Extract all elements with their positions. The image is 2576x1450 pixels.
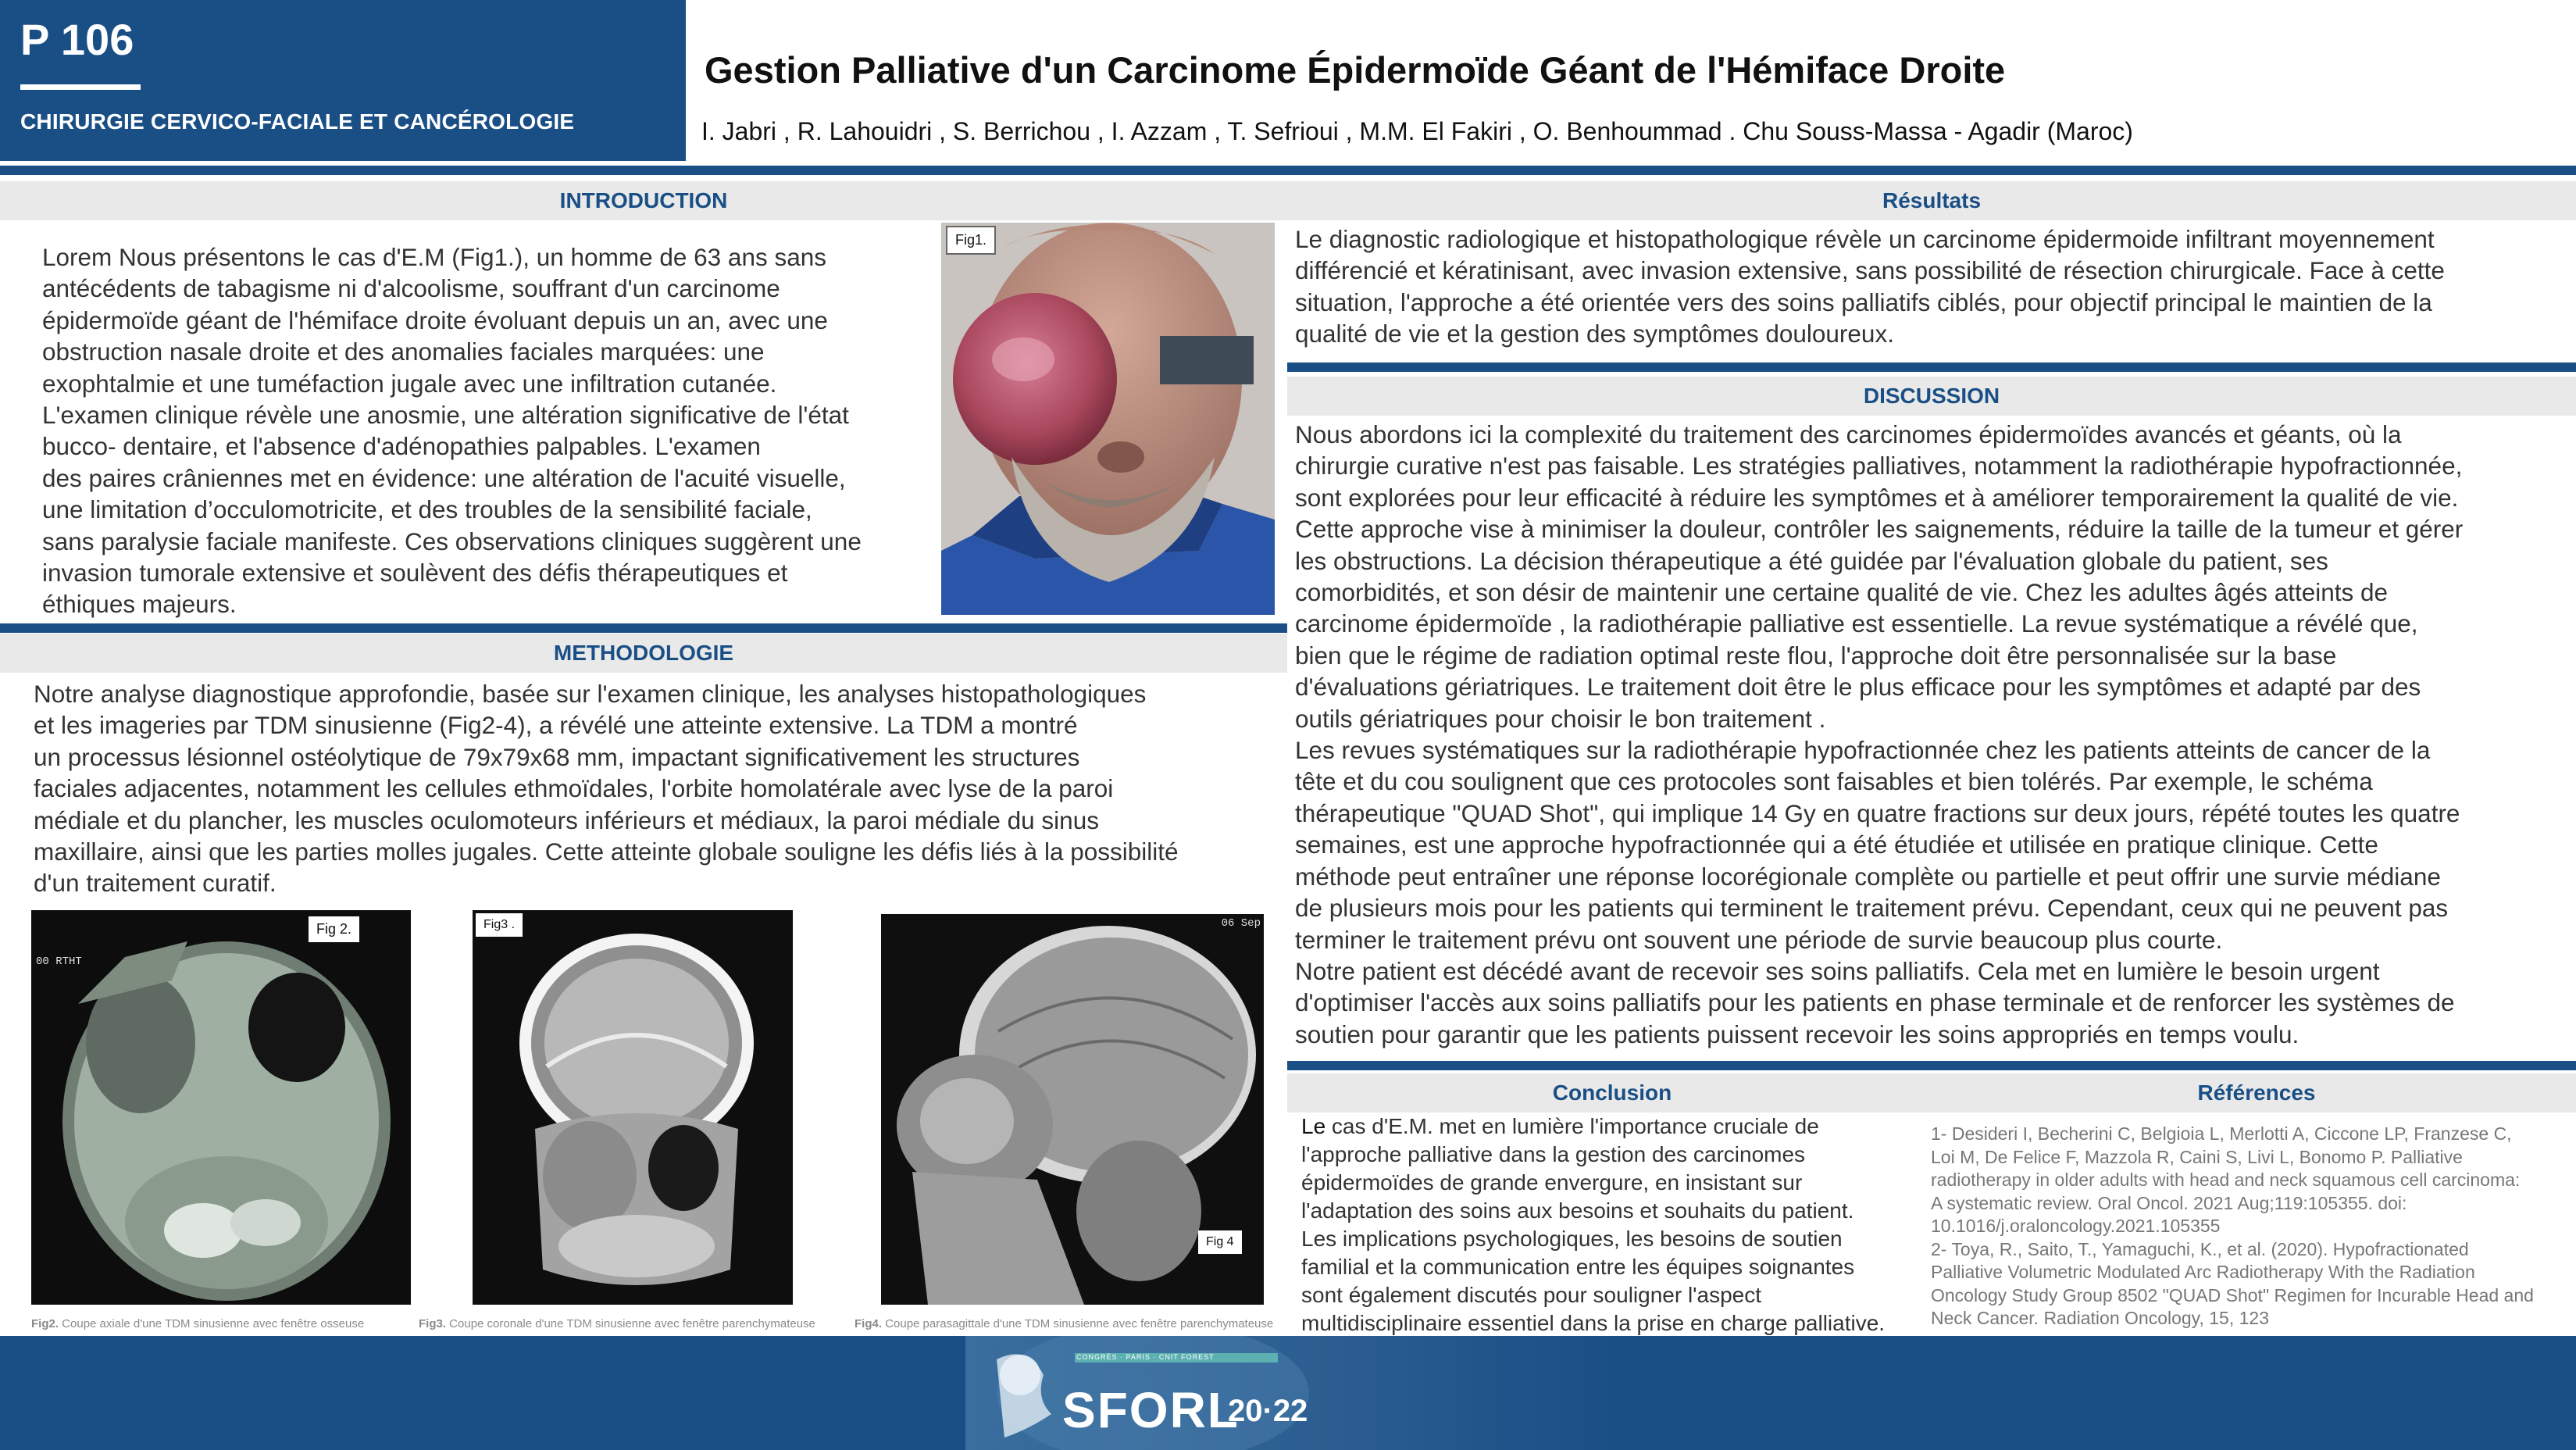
text-line: épidermoïdes de grande envergure, en insistant sur [1301,1170,1803,1195]
text-line: un processus lésionnel ostéolytique de 79x79x68 mm, impactant significativement les structures [34,742,1080,771]
caption-text: Coupe axiale d'une TDM sinusienne avec fenêtre osseuse [59,1317,365,1330]
text-line: sont explorées pour leur efficacité à réduire les symptômes et à améliorer temporairement la qualité de vie. [1295,483,2459,512]
congress-dates: 20·22 [1228,1394,1308,1428]
ct-parasagittal-scan [881,914,1264,1305]
text-line: l'adaptation des soins aux besoins et souhaits du patient. [1301,1198,1854,1223]
text-line: médiale et du plancher, les muscles oculomoteurs inférieurs et médiaux, la paroi médiale du sinus [34,805,1099,834]
ct-coronal-scan [473,910,793,1305]
text-line: qualité de vie et la gestion des symptômes douloureux. [1295,320,1894,348]
ct-coronal-illustration [473,910,793,1305]
text-line: faciales adjacentes, notamment les cellules ethmoïdales, l'orbite homolatérale avec lyse de la paroi [34,774,1114,803]
text-line: méthode peut entraîner une réponse locorégionale complète ou partielle et peut offrir une survie médiane [1295,862,2441,891]
text-line: les obstructions. La décision thérapeutique a été guidée par l'évaluation globale du patient, ses [1295,546,2328,575]
text-line: des paires crâniennes met en évidence: une altération de l'acuité visuelle, [42,463,846,492]
text-line: L'examen clinique révèle une anosmie, une altération significative de l'état [42,401,849,430]
conclusion-text [1301,1112,1926,1338]
references-text [1931,1123,2565,1330]
reference-line: radiotherapy in older adults with head and neck squamous cell carcinoma: [1931,1170,2521,1190]
text-line: situation, l'approche a été orientée vers des soins palliatifs ciblés, pour objectif principal le maintien de la [1295,288,2432,316]
congress-tagline: CONGRÈS · PARIS · CNIT FOREST [1076,1353,1215,1361]
figure-label: Fig 2. [309,916,359,942]
text-line: Lorem Nous présentons le cas d'E.M (Fig1.), un homme de 63 ans sans [42,243,827,271]
figure-label: Fig 4 [1198,1230,1242,1254]
ct-axial-illustration [31,910,411,1305]
text-line: terminer le traitement prévu ont souvent une période de survie beaucoup plus courte. [1295,925,2223,954]
caption-label: Fig4. [855,1317,883,1330]
text-line: Notre patient est décédé avant de recevoir ses soins palliatifs. Cela met en lumière le besoin urgent [1295,956,2380,985]
reference-line: Palliative Volumetric Modulated Arc Radiotherapy With the Radiation [1931,1262,2475,1282]
section-divider [1287,1061,2576,1070]
discussion-heading: DISCUSSION [1287,377,2576,416]
text-line: d'optimiser l'accès aux soins palliatifs pour les patients en phase terminale et de renforcer les systèmes de [1295,988,2455,1017]
code-underline [20,84,141,90]
text-line: soutien pour garantir que les patients puissent recevoir les soins appropriés en temps voulu. [1295,1020,2299,1048]
poster-code: P 106 [20,15,134,64]
patient-photo [941,223,1275,615]
text-line: bucco- dentaire, et l'absence d'adénopathies palpables. L'examen [42,432,761,461]
text-line: l'approche palliative dans la gestion des carcinomes [1301,1142,1806,1166]
ct-overlay-text: 06 Sep [1221,917,1261,930]
caption-text: Coupe parasagittale d'une TDM sinusienne avec fenêtre parenchymateuse [882,1317,1274,1330]
text-line: tête et du cou soulignent que ces protocoles sont faisables et bien tolérés. Par exemple, le schéma [1295,767,2373,796]
text-line: et les imageries par TDM sinusienne (Fig2-4), a révélé une atteinte extensive. La TDM a montré [34,711,1078,740]
text-line: Notre analyse diagnostique approfondie, basée sur l'examen clinique, les analyses histopathologiques [34,680,1147,708]
introduction-heading: INTRODUCTION [0,181,1287,220]
caption-label: Fig3. [419,1317,447,1330]
figure-label: Fig3 . [476,913,523,937]
introduction-text [42,241,934,620]
caption-label: Fig2. [31,1317,59,1330]
text-line: Les implications psychologiques, les besoins de soutien [1301,1227,1843,1251]
text-line: Le diagnostic radiologique et histopathologique révèle un carcinome épidermoide infiltrant moyennement [1295,225,2435,253]
sforl-logo-text: SFORL [1062,1382,1240,1438]
text-line: différencié et kératinisant, avec invasion extensive, sans possibilité de résection chirurgicale. Face à cette [1295,256,2445,285]
figure-caption [855,1317,1273,1330]
text-line: maxillaire, ainsi que les parties molles jugales. Cette atteinte globale souligne les défis liés à la possibilité [34,838,1179,866]
caption-text: Coupe coronale d'une TDM sinusienne avec fenêtre parenchymateuse [446,1317,815,1330]
text-line: multidisciplinaire essentiel dans la prise en charge palliative. [1301,1311,1886,1335]
text-line: d'un traitement curatif. [34,869,277,898]
methodologie-text [34,678,1283,899]
text-line: sont également discutés pour souligner l'aspect [1301,1283,1762,1307]
header-divider [0,166,2576,175]
reference-line: Loi M, De Felice F, Mazzola R, Caini S, Livi L, Bonomo P. Palliative [1931,1146,2463,1167]
section-divider [0,623,1287,633]
text-line: exophtalmie et une tuméfaction jugale avec une infiltration cutanée. [42,369,777,398]
text-line: obstruction nasale droite et des anomalies faciales marquées: une [42,338,765,366]
text-line: une limitation d’occulomotricite, et des troubles de la sensibilité faciale, [42,495,812,524]
text-line: outils gériatriques pour choisir le bon traitement . [1295,704,1826,733]
figure-label: Fig1. [946,226,996,255]
text-line: sans paralysie faciale manifeste. Ces observations cliniques suggèrent une [42,527,862,555]
conclusion-heading: Conclusion [1287,1073,1937,1112]
poster-title: Gestion Palliative d'un Carcinome Épidermoïde Géant de l'Hémiface Droite [705,49,2006,91]
reference-line: 10.1016/j.oraloncology.2021.105355 [1931,1216,2221,1236]
text-line: Cette approche vise à minimiser la douleur, contrôler les saignements, réduire la taille de la tumeur et gérer [1295,515,2464,544]
text-line: Le cas d'E.M. met en lumière l'importance cruciale de [1301,1114,1819,1138]
reference-line: 1- Desideri I, Becherini C, Belgioia L, Merlotti A, Ciccone LP, Franzese C, [1931,1123,2512,1144]
text-line: Les revues systématiques sur la radiothérapie hypofractionnée chez les patients atteints de cancer de la [1295,736,2431,765]
reference-line: A systematic review. Oral Oncol. 2021 Aug;119:105355. doi: [1931,1192,2407,1213]
text-line: éthiques majeurs. [42,590,237,619]
ct-overlay-text: 00 RTHT [36,955,82,968]
congress-logo [965,1336,1614,1450]
text-line: de plusieurs mois pour les patients qui terminent le traitement prévu. Cependant, ceux qui ne peuvent pas [1295,894,2449,923]
text-line: thérapeutique "QUAD Shot", qui implique 14 Gy en quatre fractions sur deux jours, répété toutes les quatre [1295,798,2460,827]
authors-line: I. Jabri , R. Lahouidri , S. Berrichou , I. Azzam , T. Sefrioui , M.M. El Fakiri , O. Benhoummad . Chu Souss-Massa - Agadir (Maroc) [701,117,2133,145]
text-line: carcinome épidermoïde , la radiothérapie palliative est essentielle. La revue systématique a révélé que, [1295,609,2418,638]
resultats-text [1295,223,2555,350]
figure-caption [419,1317,815,1330]
text-line: Nous abordons ici la complexité du traitement des carcinomes épidermoïdes avancés et géants, où la [1295,420,2402,448]
ct-axial-scan [31,910,411,1305]
text-line: familial et la communication entre les équipes soignantes [1301,1255,1855,1279]
text-line: comorbidités, et son désir de maintenir une certaine qualité de vie. Chez les adultes âgés atteints de [1295,578,2389,607]
text-line: chirurgie curative n'est pas faisable. Les stratégies palliatives, notamment la radiothérapie hypofractionnée, [1295,452,2463,480]
text-line: antécédents de tabagisme ni d'alcoolisme, souffrant d'un carcinome [42,274,780,303]
department-label: CHIRURGIE CERVICO-FACIALE ET CANCÉROLOGIE [20,109,575,134]
text-line: d'évaluations gériatriques. Le traitement doit être le plus efficace pour les symptômes et adapté par des [1295,673,2421,702]
reference-line: 2- Toya, R., Saito, T., Yamaguchi, K., et al. (2020). Hypofractionated [1931,1238,2469,1259]
text-line: semaines, est une approche hypofractionnée qui a été étudiée et utilisée en pratique clinique. Cette [1295,830,2378,859]
discussion-text [1295,419,2555,1050]
reference-line: Neck Cancer. Radiation Oncology, 15, 123 [1931,1308,2269,1328]
text-line: bien que le régime de radiation optimal reste flou, l'approche doit être personnalisée sur la base [1295,641,2337,670]
resultats-heading: Résultats [1287,181,2576,220]
reference-line: Oncology Study Group 8502 "QUAD Shot" Regimen for Incurable Head and [1931,1284,2534,1305]
figure-caption [31,1317,364,1330]
methodologie-heading: METHODOLOGIE [0,634,1287,673]
text-line: épidermoïde géant de l'hémiface droite évoluant depuis un an, avec une [42,305,828,334]
references-heading: Références [1937,1073,2576,1112]
section-divider [1287,362,2576,372]
text-line: invasion tumorale extensive et soulèvent des défis thérapeutiques et [42,559,788,588]
patient-photo-illustration [941,223,1275,615]
conclusion-lead: Le [1301,1114,1326,1138]
